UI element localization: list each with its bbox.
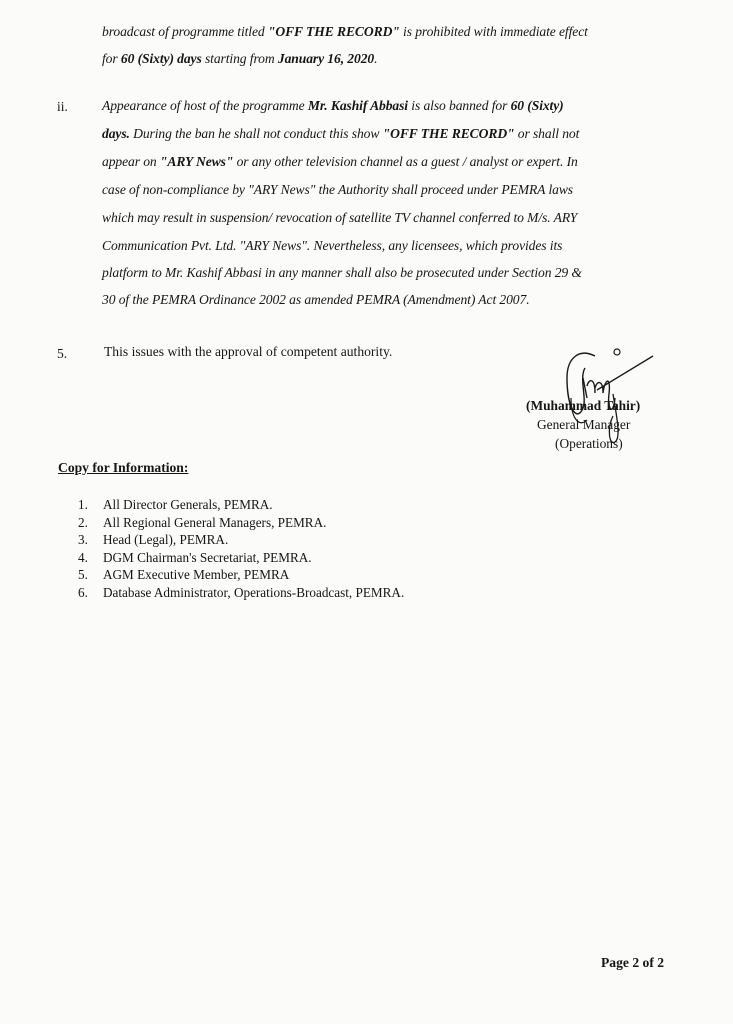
copy-for-information-heading: Copy for Information: — [58, 460, 189, 475]
text-run: or shall not — [514, 126, 580, 141]
list-text: All Director Generals, PEMRA. — [103, 497, 273, 512]
ban-duration: 60 (Sixty) days — [120, 51, 202, 66]
start-date: January 16, 2020 — [277, 51, 375, 66]
list-number: 2. — [78, 514, 88, 530]
text-run: for — [102, 51, 121, 66]
list-number: 1. — [78, 497, 88, 512]
list-text: DGM Chairman's Secretariat, PEMRA. — [103, 549, 312, 565]
para-ii-line-1 — [102, 98, 564, 114]
text-run: broadcast of programme titled — [102, 24, 268, 39]
para-ii-line-5: which may result in suspension/ revocation of satellite TV channel conferred to M/s. ARY — [102, 210, 578, 225]
text-run: During the ban he shall not conduct this show — [129, 126, 383, 141]
programme-title: "OFF THE RECORD" — [382, 126, 515, 141]
page-number: Page 2 of 2 — [601, 955, 665, 970]
ban-duration: 60 (Sixty) — [510, 98, 564, 113]
para-5-text: This issues with the approval of competent authority. — [104, 344, 393, 359]
list-text: AGM Executive Member, PEMRA — [103, 567, 290, 583]
para-ii-line-2 — [102, 126, 579, 142]
list-number: 3. — [78, 532, 88, 548]
text-run: is also banned for — [408, 98, 511, 113]
para-i-line-1 — [102, 24, 588, 40]
para-ii-line-8: 30 of the PEMRA Ordinance 2002 as amended PEMRA (Amendment) Act 2007. — [102, 292, 530, 307]
para-ii-line-7: platform to Mr. Kashif Abbasi in any manner shall also be prosecuted under Section 29 & — [102, 265, 582, 280]
text-run: is prohibited with immediate effect — [399, 24, 588, 39]
programme-title: "OFF THE RECORD" — [267, 24, 400, 39]
list-number: 6. — [78, 584, 88, 600]
signatory-title: General Manager — [537, 417, 631, 432]
list-number: 4. — [78, 549, 88, 565]
channel-name: "ARY News" — [159, 154, 234, 169]
para-5-marker: 5. — [57, 346, 68, 361]
para-i-line-2 — [102, 51, 377, 67]
text-run-bold: days. — [102, 126, 130, 141]
list-number: 5. — [78, 567, 88, 583]
para-ii-line-6: Communication Pvt. Ltd. "ARY News". Nevertheless, any licensees, which provides its — [102, 238, 563, 253]
text-run: starting from — [201, 51, 278, 66]
para-ii-marker: ii. — [57, 99, 68, 114]
list-text: Head (Legal), PEMRA. — [103, 532, 229, 548]
para-ii-line-3 — [102, 154, 578, 170]
signatory-department: (Operations) — [555, 436, 623, 451]
text-run: . — [374, 51, 378, 66]
text-run: Appearance of host of the programme — [102, 98, 308, 113]
text-run: appear on — [102, 154, 160, 169]
text-run: or any other television channel as a guest / analyst or expert. In — [233, 154, 578, 169]
signatory-name: (Muhammad Tahir) — [526, 398, 641, 413]
para-ii-line-4: case of non-compliance by "ARY News" the Authority shall proceed under PEMRA laws — [102, 182, 573, 197]
list-text: All Regional General Managers, PEMRA. — [103, 514, 327, 530]
list-text: Database Administrator, Operations-Broadcast, PEMRA. — [103, 584, 405, 600]
host-name: Mr. Kashif Abbasi — [307, 98, 408, 113]
